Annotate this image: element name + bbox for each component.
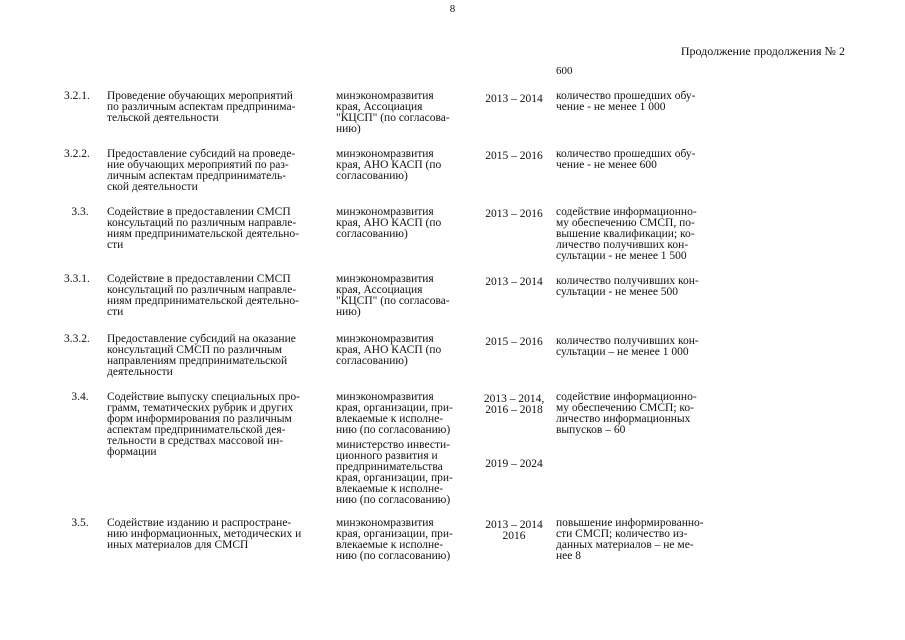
page-number: 8 [449, 3, 456, 15]
execution-term [476, 149, 552, 162]
responsible-block: минэкономразвития края, АНО КАСП (по согласованию) [336, 148, 442, 182]
term-period: 2013 – 2014 [485, 276, 543, 288]
activity-name: Предоставление субсидий на оказание консультаций СМСП по различным направлениям предпринимательской деятельности [107, 333, 296, 378]
expected-result: количество прошедших обу- чение - не менее 1 000 [556, 90, 696, 113]
activity-name: Проведение обучающих мероприятий по различным аспектам предпринима- тельской деятельности [107, 90, 296, 124]
term-period: 2013 – 2014 [485, 93, 543, 105]
responsible-executor [336, 334, 468, 367]
expected-result: количество получивших кон- сультации - не менее 500 [556, 275, 699, 298]
activity-name: Содействие выпуску специальных про- грамм, тематических рубрик и других форм информирования по различным аспектам предпринимательской дея- тельности в средствах массовой ин- формации [107, 391, 300, 458]
responsible-block: минэкономразвития края, организации, при- влекаемые к исполне- нию (по согласованию) [336, 391, 453, 436]
term-period: 2013 – 2014 2016 [485, 519, 543, 542]
execution-term [476, 274, 552, 288]
row-number: 3.2.1. [64, 90, 90, 102]
execution-term [476, 91, 552, 105]
row-number: 3.3.2. [64, 333, 90, 345]
term-period: 2015 – 2016 [485, 336, 543, 348]
expected-result: количество получивших кон- сультации – не менее 1 000 [556, 335, 699, 358]
responsible-block: министерство инвести- ционного развития и предпринимательства края, организации, при- влекаемые к исполне- нию (по согласованию) [336, 439, 453, 506]
term-period: 2015 – 2016 [485, 150, 543, 162]
term-period: 2013 – 2014, 2016 – 2018 [483, 393, 545, 416]
responsible-executor [336, 207, 468, 240]
responsible-executor [336, 274, 468, 318]
continuation-title: Продолжение продолжения № 2 [680, 44, 845, 58]
responsible-block: минэкономразвития края, Ассоциация "КЦСП" (по согласова- нию) [336, 90, 450, 135]
row-number: 3.3. [71, 206, 89, 218]
row-number: 3.3.1. [64, 273, 90, 285]
expected-result: содействие информационно- му обеспечению СМСП; ко- личество информационных выпусков – 60 [556, 391, 697, 436]
activity-name: Предоставление субсидий на проведе- ние обучающих мероприятий по раз- личным аспектам предприниматель- ской деятельности [107, 148, 296, 193]
responsible-block: минэкономразвития края, АНО КАСП (по согласованию) [336, 333, 442, 367]
responsible-executor [336, 91, 468, 135]
activity-name: Содействие изданию и распростране- нию информационных, методических и иных материалов для СМСП [107, 517, 302, 551]
responsible-executor [336, 518, 468, 562]
execution-term [476, 392, 552, 470]
expected-result: содействие информационно- му обеспечению СМСП, по- вышение квалификации; ко- личество получивших кон- сультации - не менее 1 500 [556, 206, 697, 262]
execution-term [476, 334, 552, 348]
execution-term [476, 207, 552, 220]
responsible-executor [336, 392, 468, 506]
carry-over-value: 600 [556, 65, 573, 77]
responsible-block: минэкономразвития края, АНО КАСП (по согласованию) [336, 206, 442, 240]
row-number: 3.4. [71, 391, 89, 403]
expected-result: повышение информированно- сти СМСП; количество из- данных материалов – не ме- нее 8 [556, 517, 704, 562]
responsible-block: минэкономразвития края, Ассоциация "КЦСП" (по согласова- нию) [336, 273, 450, 318]
row-number: 3.2.2. [64, 148, 90, 160]
activity-name: Содействие в предоставлении СМСП консультаций по различным направле- ниям предпринимательской деятельно- сти [107, 273, 299, 318]
term-period: 2013 – 2016 [485, 208, 543, 220]
expected-result: количество прошедших обу- чение - не менее 600 [556, 148, 696, 171]
row-number: 3.5. [71, 517, 89, 529]
execution-term [476, 518, 552, 542]
term-period: 2019 – 2024 [485, 458, 543, 470]
activity-name: Содействие в предоставлении СМСП консультаций по различным направле- ниям предпринимательской деятельно- сти [107, 206, 299, 251]
responsible-block: минэкономразвития края, организации, при- влекаемые к исполне- нию (по согласованию) [336, 517, 453, 562]
responsible-executor [336, 149, 468, 182]
